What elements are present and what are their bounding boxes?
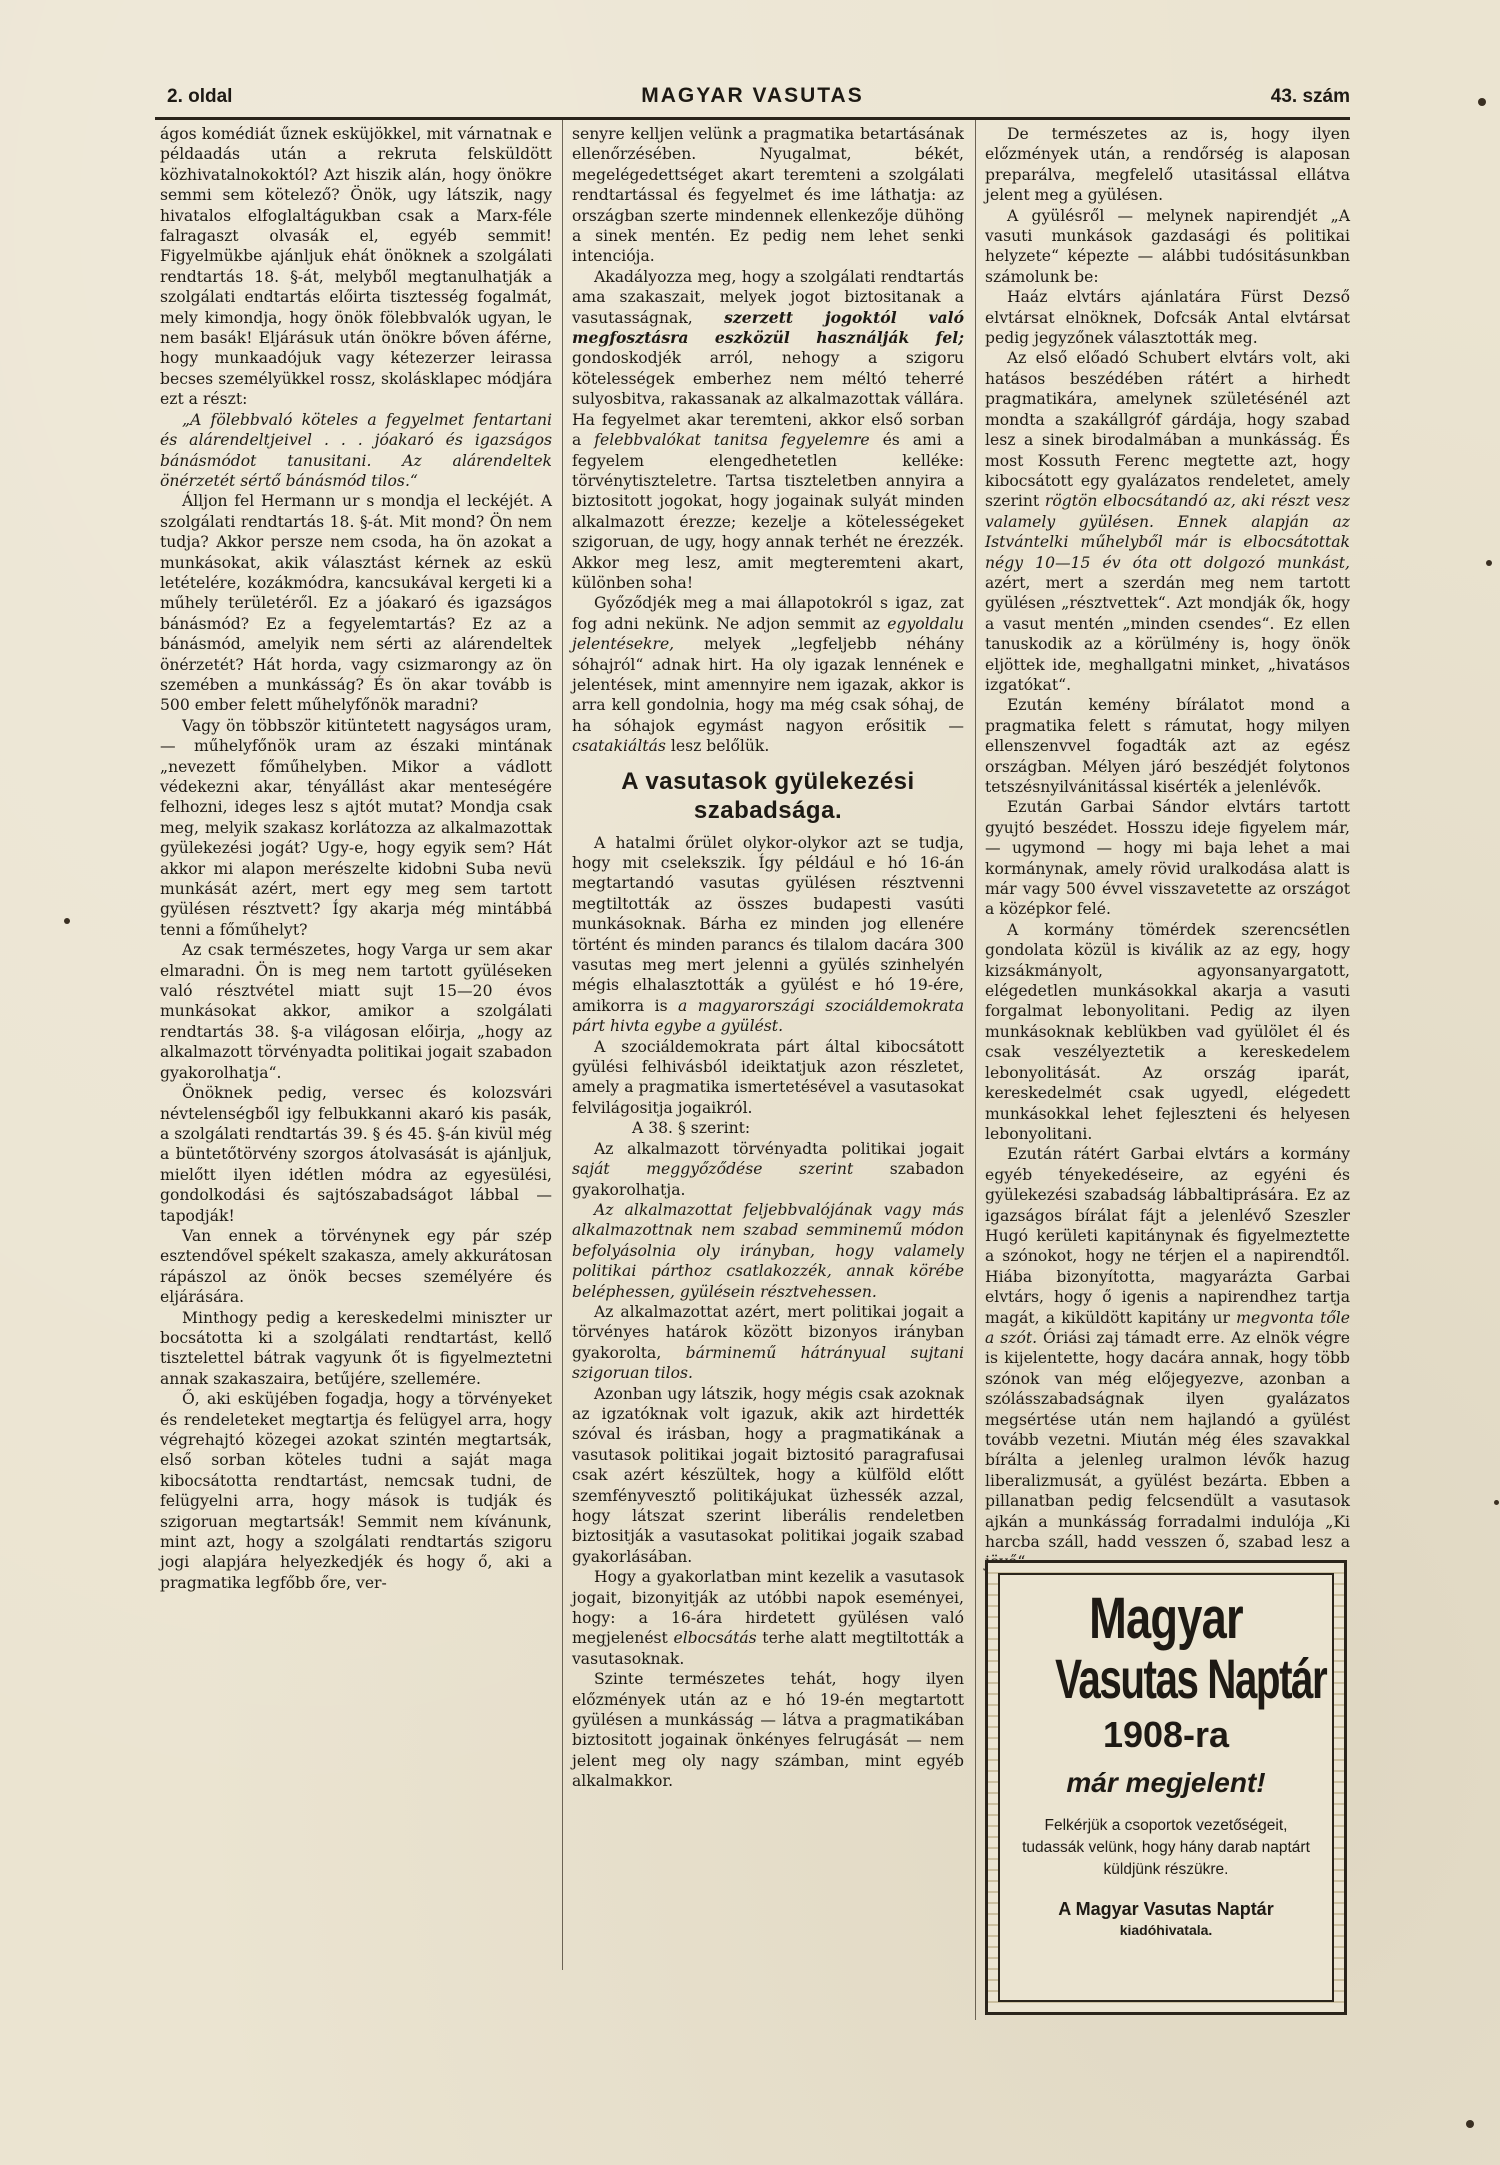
paragraph: A szociáldemokrata párt által kibocsátott gyülési felhivásból ideiktatjuk azon részletet, amely a pragmatika ismertetésével a vasutasokat felvilágositja jogaikról.	[572, 1037, 964, 1117]
ad-title-line-1: Magyar	[1089, 1586, 1243, 1651]
column-divider-1	[562, 120, 563, 1970]
print-speck	[1494, 1500, 1499, 1505]
section-heading-line: A vasutasok gyülekezési	[621, 767, 915, 795]
paragraph: Azonban ugy látszik, hogy mégis csak azoknak az igzatóknak volt igazuk, akik azt hirdették szóval és irásban, hogy a pragmatikának a vasutasok politikai jogait biztositó paragrafusai csak azért készültek, hogy a külföld előtt szemfényvesztő politikájukat üzhessék azzal, hogy látszat szerint liberális rendeletben biztositják a vasutasokat politikai jogaik szabad gyakorlásában.	[572, 1384, 964, 1566]
ad-announcement: már megjelent!	[1066, 1767, 1266, 1798]
text: A hatalmi őrület olykor-olykor azt se tudja, hogy mit cselekszik. Így például e hó 16-án megtartandó vasutas gyülésen résztvenni megtiltották az összes budapesti vasúti munkásoknak. Bárha ez minden jog ellenére történt és minden parancs és tilalom dacára 300 vasutas meg mert jelenni a gyülés szinhelyén mégis elhalasztották a gyülést e hó 19-ére, amikorra is	[572, 833, 964, 1015]
paragraph: A gyülésről — melynek napirendjét „A vasuti munkások gazdasági és politikai helyzete“ képezte — alábbi tudósitásunkban számolunk be:	[985, 206, 1350, 286]
quote: „A fölebbvaló köteles a fegyelmet fentartani és alárendeltjeivel . . . jóakaró és igazságos bánásmódot tanusitani. Az alárendeltek önérzetét sértő bánásmód tilos.“	[160, 410, 552, 490]
text: Óriási zaj támadt erre. Az elnök végre is kijelentette, hogy dacára annak, hogy több szónok van még előjegyezve, azonban a szólásszabadságnak ilyen gyalázatos megsértése után nem hajlandó a gyülést tovább vezetni. Miután még éles szavakkal bírálta a jelenleg uralmon lévők hazug liberalizmusát, a gyülést bezárta. Ebben a pillanatban pedig felcsendült a vasutasok ajkán a munkásság forradalmi indulója „Ki harcba száll, hadd vesszen ő, szabad lesz a	[985, 1328, 1350, 1552]
paragraph: A kormány tömérdek szerencsétlen gondolata közül is kiválik az az egy, hogy kizsákmányolt, agyonsanyargatott, elégedetlen munkásokkal akarja a vasuti forgalmat lebonyolitani. Pedig az ilyen munkásoknak keblükben vad gyülölet él és csak veszélyeztetik a kereskedelem lebonyolitását. Az ország iparát, kereskedelmét csak ugyedl, elégedett munkásokkal lehet fejleszteni és helyesen lebonyolitani.	[985, 920, 1350, 1143]
print-speck	[1466, 2120, 1474, 2128]
paragraph	[985, 348, 1350, 695]
section-heading-line: szabadsága.	[693, 796, 843, 824]
paragraph	[572, 1302, 964, 1384]
text: Ezután rátért Garbai elvtárs a kormány egyéb tényekedéseire, az egyéni és gyülekezési szabadság lábbaltiprására. Ez az igazságos bírálat fájt a jelenlévő Szeszler Hugó kerületi kapitánynak és figyelmeztette a szónokot, hogy ne térjen el a napirendtől. Hiába bizonyította, magyarázta Garbai elvtárs, hogy ő igenis a napirendhez tartja magát, a kiküldött kapitány ur	[985, 1145, 1350, 1327]
text: Az alkalmazott törvényadta politikai jogait	[594, 1139, 964, 1158]
emphasis: a magyarországi szociáldemokrata párt hivta egybe a gyülést.	[572, 996, 964, 1036]
ad-title-line-2: Vasutas Naptár	[1055, 1647, 1327, 1710]
paragraph	[572, 1567, 964, 1669]
ad-publisher: A Magyar Vasutas Naptár	[1058, 1899, 1274, 1919]
column-3	[985, 124, 1350, 1552]
emphasis: bárminemű hátrányual sujtani szigoruan tilos.	[572, 1343, 964, 1383]
text: Hogy a gyakorlatban mint kezelik a vasutasok jogait, bizonyitják az utóbbi napok eseményei, hogy: a 16-ára hirdetett gyülésen való megjelenést	[572, 1568, 964, 1648]
paragraph	[985, 1144, 1350, 1573]
text: Győződjék meg a mai állapotokról s igaz, zat fog adni nekünk. Ne adjon semmit az	[572, 594, 964, 633]
issue-number: 43. szám	[1270, 86, 1350, 107]
text: gondoskodjék arról, nehogy a szigoru kötelességek emberhez nem méltó teherré sulyosbitva, rakassanak az alkalmazottak vállára. Ha fegyelmet akar teremteni, akkor első sorban a	[572, 349, 964, 450]
ad-publisher-office: kiadóhivatala.	[1119, 1922, 1213, 1938]
ad-year: 1908-ra	[1102, 1714, 1230, 1755]
paragraph	[572, 833, 964, 1037]
paragraph: Haáz elvtárs ajánlatára Fürst Dezső elvtársat elnöknek, Dofcsák Antal elvtársat pedig jegyzőnek választották meg.	[985, 288, 1350, 348]
page-number: 2. oldal	[167, 86, 233, 107]
emphasis: elbocsátás	[673, 1629, 757, 1648]
print-speck	[1486, 560, 1492, 566]
emphasis: szerzett jogoktól való megfosztásra eszközül használják fel;	[572, 307, 964, 348]
paragraph: Ezután Garbai Sándor elvtárs tartott gyujtó beszédet. Hosszu ideje figyelem már, — ugymond — hogy mi baja lehet a mai kormánynak, amely rövid uralkodása alatt is már vagy 500 évvel visszavetette az országot a középkor felé.	[985, 798, 1350, 919]
paragraph: Vagy ön többször kitüntetett nagyságos uram, — műhelyfőnök uram az északi mintának „nevezett főműhelyben. Mikor a vádlott védekezni akar, tényállást akar menteségére felhozni, ideges lesz s ajtót mutat? Mondja csak meg, melyik szakasz korlátozza az alkalmazottak gyülekezési jogát? Ugy-e, hogy egyik sem? Hát akkor mi alapon merészelte kidobni Suba nevü munkását azért, mert egy meg sem tartott gyülésen résztvett? Így akarja még mintábbá tenni a főműhelyt?	[160, 716, 552, 939]
calendar-advertisement	[985, 1560, 1347, 2015]
column-1	[160, 124, 552, 1964]
column-divider-2	[975, 120, 976, 2020]
print-speck	[1478, 98, 1486, 106]
paragraph: A 38. § szerint:	[632, 1119, 751, 1138]
newspaper-title: MAGYAR VASUTAS	[641, 84, 864, 107]
paragraph: Minthogy pedig a kereskedelmi miniszter ur bocsátotta ki a szolgálati rendtartást, kellő tisztelettel bátrak vagyunk őt is figyelmeztetni annak szakaszaira, betűjére, szellemére.	[160, 1308, 552, 1388]
text: azért, mert a szerdán meg nem tartott gyülésen „résztvettek“. Azt mondják ők, hogy a vasut mentén „minden csendes“. Ez ellen tanuskodik az a körülmény is, hogy önök eljöttek ide, meghallgatni minket, „hivatásos izgatókat“.	[985, 573, 1350, 694]
emphasis: megvonta tőle a szót.	[985, 1308, 1350, 1347]
paragraph: Szinte természetes tehát, hogy ilyen előzmények után az e hó 19-én megtartott gyülésen a munkásság — látva a pragmatikában biztositott jogainak önkényes felrugását — nem jelent meg oly nagy számban, mint egyéb alkalmakkor.	[572, 1670, 964, 1791]
paragraph: senyre kelljen velünk a pragmatika betartásának ellenőrzésében. Nyugalmat, békét, megelégedettséget akart teremteni a szolgálati rendtartással és fegyelmet és ime láthatja: az országban szerte mindennek ellenkezője dühöng a sinek mentén. Ez pedig nem lehet senki intenciója.	[572, 125, 964, 266]
text: és ami a fegyelem elengedhetetlen kelléke: törvénytiszteletre. Tartsa tiszteletben annyira a biztositott jogokat, hogy jogainak sulyát minden alkalmazott érezze; kezelje a kötelességeket szigoruan, de ugy, hogy annak terhét ne érezzék. Akkor meg lesz, amit megteremteni akart, különben soha!	[572, 431, 965, 592]
advertisement-inner	[998, 1573, 1334, 2002]
emphasis: csatakiáltás	[572, 737, 666, 756]
section-heading	[572, 767, 964, 825]
header-rule	[155, 117, 1350, 120]
paragraph: ágos komédiát űznek esküjökkel, mit várnatnak e példaadás után a rekruta felsküldött közhivatalnokoktól? Azt hiszik alán, hogy önökre semmi sem kötelező? Önök, ugy látszik, nagy hivatalos elfoglaltágukban csak a Marx-féle falragaszt olvasák el, egyéb semmit! Figyelmükbe ajánljuk ehát önöknek a szolgálati rendtartás 18. §-át, melyből megtanulhatják a szolgálati endtartás előirta tisztesség fogalmát, mely kimondja, hogy önök fölebbvalók ugyan, le nem basák! Eljárásuk után önökre bőven áférne, hogy munkaadójuk vagy kétezerzer leirassa becses személyükkel rossz, skolásklapec módjára ezt a részt:	[160, 125, 552, 409]
text: Az első előadó Schubert elvtárs volt, aki hatásos beszédében rátért a hirhedt pragmatikára, amelynek születésénél azt mondta a szakállgróf gárdája, hogy szabad lesz a sinek birodalmában a munkásság. És most Kossuth Ferenc megtette azt, hogy kibocsátott egy gyalázatos rendeletet, amely szerint	[985, 349, 1350, 511]
print-speck	[64, 918, 70, 924]
paragraph: De természetes az is, hogy ilyen előzmények után, a rendőrség is alaposan preparálva, megfelelő utasitással ellátva jelent meg a gyülésen.	[985, 125, 1350, 205]
text: szabadon gyakorolhatja.	[572, 1160, 964, 1199]
emphasis: saját meggyőződése szerint	[572, 1160, 854, 1179]
paragraph	[572, 1139, 964, 1200]
paragraph: Az alkalmazottat feljebbvalójának vagy más alkalmazottnak nem szabad semminemű módon befolyásolnia oly irányban, hogy valamely politikai párthoz csatlakozzék, annak körébe beléphessen, gyülésein résztvehessen.	[572, 1200, 964, 1301]
paragraph: Ő, aki esküjében fogadja, hogy a törvényeket és rendeleteket megtartja és felügyel arra, hogy végrehajtó közegei azokat szintén megtartsák, első sorban köteles tudni a saját maga kibocsátotta rendtartást, nemcsak tudni, de felügyelni arra, hogy mások is tudják és szigoruan megtartsák! Semmit nem kívánunk, mint azt, hogy a szolgálati rendtartás szigoru jogi alapjára helyezkedjék és hogy ő, aki a pragmatika legfőbb őre, ver-	[160, 1390, 552, 1592]
text: Az alkalmazottat azért, mert politikai jogait a törvényes határok között bizonyos irányban gyakorolta,	[572, 1302, 964, 1362]
emphasis: rögtön elbocsátandó az, aki részt vesz valamely gyülésen. Ennek alapján az Istvántelki műhelyből már is elbocsátottak négy 10—15 év óta ott dolgozó munkást,	[985, 492, 1350, 572]
paragraph: Álljon fel Hermann ur s mondja el leckéjét. A szolgálati rendtartás 18. §-át. Mit mond? Ön nem tudja? Akkor persze nem csoda, ha ön azokat a munkásokat, akik választást kérnek az eskü letételére, kozákmódra, kancsukával kergeti ki a műhely területéről. Ez a jóakaró és igazságos bánásmód? Ez a fegyelemtartás? Ez az a bánásmód, amelyik nem sérti az alárendeltek önérzetét? Hát horda, vagy csizmarongy az ön szemében a munkásság? És ön akar tovább is 500 ember felett műhelyfőnök maradni?	[160, 492, 552, 715]
column-2	[572, 124, 964, 1964]
text: lesz belőlük.	[670, 737, 770, 756]
text: melyek „legfeljebb néhány sóhajról“ adnak hirt. Ha oly igazak lennének e jelentések, mint amennyire nem igazak, akkor is arra kell gondolnia, hogy ma még csak sóhaj, de ha sóhajok egymást nagyon erősitik —	[572, 635, 964, 735]
text: Akadályozza meg, hogy a szolgálati rendtartás ama szakaszait, melyek jogot biztositanak a vasutasságnak,	[572, 267, 964, 327]
paragraph: Önöknek pedig, versec és kolozsvári névtelenségből igy felbukkanni akaró kis pasák, a szolgálati rendtartás 39. § és 45. §-án kivül még a büntetőtörvény szorgos átolvasását is ajánljuk, mielőtt ilyen idétlen módra az egyesülési, gondolkodási és sajtószabadságot lábbal — tapodják!	[160, 1084, 552, 1225]
text: terhe alatt megtiltották a vasutasoknak.	[572, 1629, 964, 1668]
paragraph	[572, 593, 964, 756]
paragraph: Ezután kemény bírálatot mond a pragmatika felett s rámutat, hogy milyen ellenszenvvel fogadták azt az egész országban. Mélyen járó beszédjét folytonos tetszésnyilvánitással kisérték a jelenlévők.	[985, 696, 1350, 796]
emphasis: felebbvalókat tanitsa fegyelemre	[594, 431, 870, 450]
page-header	[155, 84, 1350, 114]
paragraph: Az csak természetes, hogy Varga ur sem akar elmaradni. Ön is meg nem tartott gyüléseken való résztvétel miatt sujt 15—20 évos munkásokat akkor, amikor a szolgálati rendtartás 38. §-a világosan előirja, „hogy az alkalmazott törvényadta politikai jogait szabadon gyakorolhatja“.	[160, 941, 552, 1082]
ad-body: Felkérjük a csoportok vezetőségeit, tudassák velünk, hogy hány darab naptárt küldjünk részükre.	[1022, 1817, 1310, 1878]
paragraph	[572, 267, 964, 594]
paragraph: Van ennek a törvénynek egy pár szép esztendővel spékelt szakasza, amely akkurátosan rápászol az önök becses személyére és eljárására.	[160, 1226, 552, 1307]
emphasis: egyoldalu jelentésekre,	[572, 614, 964, 654]
